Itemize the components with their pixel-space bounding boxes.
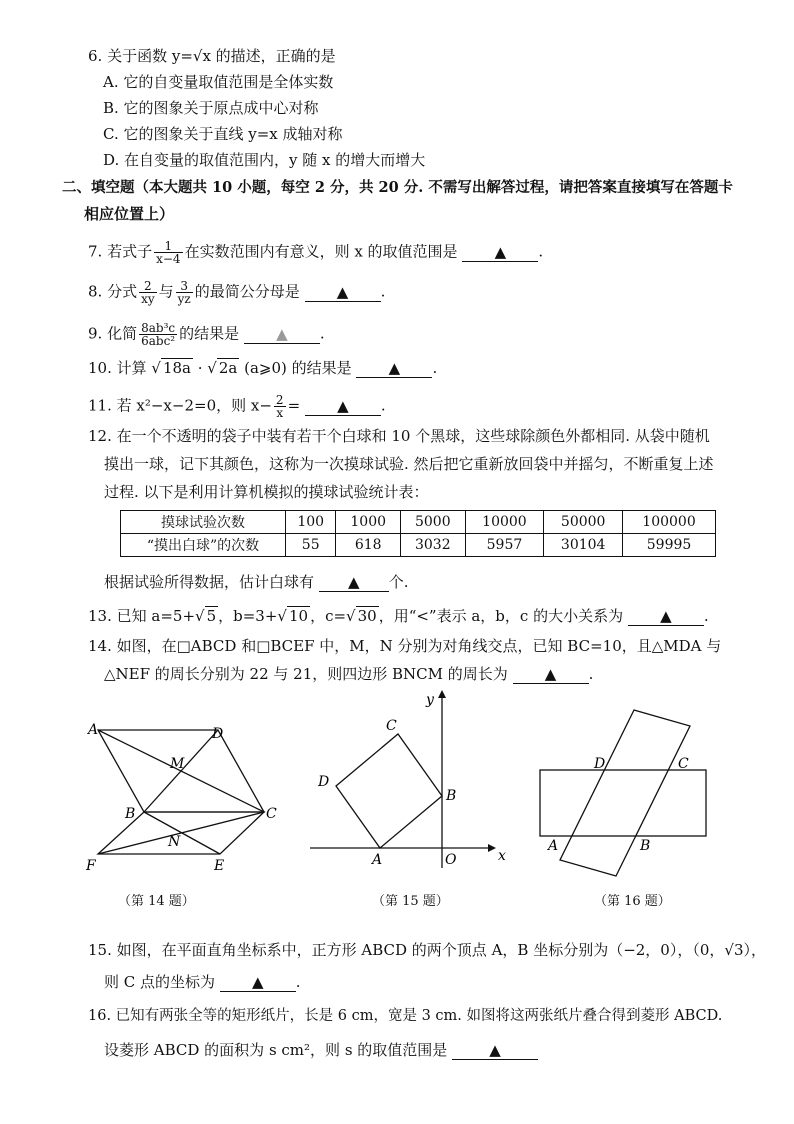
q6-option-d: D. 在自变量的取值范围内，y 随 x 的增大而增大	[103, 151, 426, 169]
q16-line2-text: 设菱形 ABCD 的面积为 s cm²，则 s 的取值范围是	[104, 1041, 448, 1059]
q11-end: .	[380, 396, 386, 415]
q13-c: ，c=√	[310, 607, 356, 625]
label-c: C	[266, 806, 277, 822]
label-a: A	[548, 838, 559, 854]
q12-ask	[104, 572, 409, 592]
table-cell: 10000	[465, 511, 544, 534]
table-row	[121, 534, 716, 557]
q14-line1: 14. 如图，在□ABCD 和□BCEF 中，M，N 分别为对角线交点，已知 BC=10，且△MDA 与	[88, 637, 722, 655]
label-b: B	[125, 806, 136, 822]
section2-heading-cont: 相应位置上）	[84, 205, 175, 223]
q9	[88, 322, 325, 347]
table-cell: 摸球试验次数	[121, 511, 286, 534]
label-m: M	[170, 756, 185, 772]
q11	[88, 394, 386, 419]
label-y: y	[426, 692, 434, 708]
q12-table	[120, 510, 716, 557]
q11-den: x	[276, 406, 284, 420]
table-cell: 618	[336, 534, 401, 557]
q9-mark: ▲	[276, 324, 288, 343]
diagonal-cf	[98, 812, 264, 854]
q16-line1: 16. 已知有两张全等的矩形纸片，长是 6 cm，宽是 3 cm. 如图将这两张纸片叠合得到菱形 ABCD.	[88, 1008, 723, 1024]
table-cell: 55	[286, 534, 336, 557]
table-cell: 3032	[401, 534, 466, 557]
label-d: D	[318, 774, 330, 790]
q8-den1: xy	[141, 292, 155, 306]
q10-mark: ▲	[388, 359, 401, 377]
q13-mark: ▲	[660, 607, 672, 625]
q13-b: ，b=3+√	[218, 607, 287, 625]
q10-end: .	[432, 359, 438, 377]
q10	[88, 358, 437, 378]
label-c: C	[678, 756, 689, 772]
q15-mark: ▲	[252, 973, 264, 991]
q8-pre: 8. 分式	[88, 282, 138, 301]
q12-ask-post: 个.	[388, 573, 409, 591]
q9-answer-blank[interactable]	[244, 325, 320, 344]
q8-fraction-1	[139, 280, 157, 305]
q8	[88, 280, 385, 305]
q8-fraction-2	[176, 280, 193, 305]
q13-pre: 13. 已知 a=5+√	[88, 607, 205, 625]
q10-radicand-2: 2a	[218, 359, 238, 377]
q14-end: .	[588, 665, 594, 683]
q13	[88, 606, 709, 626]
caption-fig16: （第 16 题）	[594, 894, 671, 909]
q16-answer-blank[interactable]	[452, 1041, 538, 1060]
label-a: A	[372, 852, 383, 868]
q11-fraction	[274, 394, 286, 419]
q7-end: .	[538, 242, 544, 261]
q12-answer-blank[interactable]	[319, 573, 389, 592]
q9-end: .	[319, 324, 325, 343]
label-f: F	[86, 858, 96, 874]
q7-den: x−4	[156, 252, 181, 266]
q8-num2: 3	[176, 280, 193, 293]
label-d: D	[594, 756, 606, 772]
label-b: B	[640, 838, 651, 854]
q12-ask-pre: 根据试验所得数据，估计白球有	[104, 573, 315, 591]
q14-answer-blank[interactable]	[513, 665, 589, 684]
caption-fig15: （第 15 题）	[372, 894, 449, 909]
q7-fraction	[154, 240, 182, 265]
q7-num: 1	[154, 240, 182, 253]
q13-post: ，用“<”表示 a，b，c 的大小关系为	[378, 607, 624, 625]
table-cell: 50000	[544, 511, 623, 534]
q15-line1: 15. 如图，在平面直角坐标系中，正方形 ABCD 的两个顶点 A，B 坐标分别为（−2，0），（0，√3），	[88, 941, 766, 959]
label-n: N	[168, 834, 181, 850]
q12-line1: 12. 在一个不透明的袋子中装有若干个白球和 10 个黑球，这些球除颜色外都相同. 从袋中随机	[88, 427, 710, 445]
q7-pre: 7. 若式子	[88, 242, 153, 261]
q8-num1: 2	[139, 280, 157, 293]
q11-num: 2	[275, 393, 284, 407]
x-axis-arrow	[488, 844, 496, 852]
table-cell: 1000	[336, 511, 401, 534]
q15-line2	[104, 972, 301, 992]
table-cell: 59995	[623, 534, 716, 557]
figure-16	[530, 700, 720, 885]
q12-line2: 摸出一球，记下其颜色，这称为一次摸球试验. 然后把它重新放回袋中并摇匀，不断重复上述	[104, 455, 714, 473]
label-e: E	[214, 858, 225, 874]
q15-answer-blank[interactable]	[220, 973, 296, 992]
q10-pre: 10. 计算 √	[88, 359, 161, 377]
q9-fraction	[139, 322, 177, 347]
y-axis-arrow	[438, 690, 446, 698]
table-row	[121, 511, 716, 534]
q6-stem: 6. 关于函数 y=√x 的描述，正确的是	[88, 47, 336, 65]
q14-line2-text: △NEF 的周长分别为 22 与 21，则四边形 BNCM 的周长为	[104, 665, 508, 683]
q16-mark: ▲	[489, 1041, 501, 1059]
q10-radicand-1: 18a	[162, 359, 191, 377]
q8-den2: yz	[177, 292, 191, 306]
table-cell: 100	[286, 511, 336, 534]
q10-answer-blank[interactable]	[356, 359, 432, 378]
q16-line2	[104, 1040, 538, 1060]
q9-den: 6abc²	[141, 334, 176, 348]
q10-dot: · √	[192, 359, 217, 377]
q11-mark: ▲	[337, 396, 349, 415]
q6-option-c: C. 它的图象关于直线 y=x 成轴对称	[103, 125, 343, 143]
label-c: C	[386, 718, 397, 734]
table-cell: 30104	[544, 534, 623, 557]
q14-line2	[104, 664, 593, 684]
q14-mark: ▲	[544, 665, 557, 683]
rectangle-tilted	[560, 710, 690, 876]
label-b: B	[446, 788, 457, 804]
q12-mark: ▲	[348, 573, 360, 591]
table-cell: “摸出白球”的次数	[121, 534, 286, 557]
q15-end: .	[295, 973, 301, 991]
caption-fig14: （第 14 题）	[118, 894, 195, 909]
table-cell: 100000	[623, 511, 716, 534]
q13-radicand-3: 30	[357, 607, 377, 625]
section2-heading: 二、填空题（本大题共 10 小题，每空 2 分，共 20 分. 不需写出解答过程，请把答案直接填写在答题卡	[62, 179, 733, 196]
q8-post: 的最简公分母是	[194, 282, 300, 301]
q13-end: .	[703, 607, 709, 625]
label-d: D	[212, 726, 224, 742]
q7-post: 在实数范围内有意义，则 x 的取值范围是	[184, 242, 458, 261]
q7-mark: ▲	[494, 242, 507, 261]
table-cell: 5957	[465, 534, 544, 557]
q10-post: (a⩾0) 的结果是	[239, 359, 352, 377]
square-abcd	[336, 734, 442, 848]
q8-answer-blank[interactable]	[305, 283, 381, 302]
q13-radicand-1: 5	[206, 607, 217, 625]
q8-mid: 与	[158, 282, 174, 301]
label-o: O	[445, 852, 457, 868]
q15-line2-text: 则 C 点的坐标为	[104, 973, 216, 991]
q11-pre: 11. 若 x²−x−2=0，则 x−	[88, 396, 272, 415]
q9-num: 8ab³c	[141, 321, 176, 335]
q9-post: 的结果是	[179, 324, 240, 343]
q6-option-b: B. 它的图象关于原点成中心对称	[103, 99, 319, 117]
q11-post: =	[287, 396, 301, 415]
label-x: x	[498, 848, 506, 864]
q7-answer-blank[interactable]	[462, 243, 538, 262]
q13-radicand-2: 10	[288, 607, 309, 625]
figure-15	[300, 690, 510, 875]
q7	[88, 240, 543, 265]
rectangle-horizontal	[540, 770, 706, 836]
q6-option-a: A. 它的自变量取值范围是全体实数	[103, 73, 334, 91]
q9-pre: 9. 化简	[88, 324, 138, 343]
q13-answer-blank[interactable]	[628, 607, 704, 626]
label-a: A	[88, 722, 99, 738]
figure-14	[80, 718, 280, 878]
q8-end: .	[380, 282, 386, 301]
q8-mark: ▲	[336, 282, 349, 301]
table-cell: 5000	[401, 511, 466, 534]
q12-line3: 过程. 以下是利用计算机模拟的摸球试验统计表：	[104, 483, 429, 501]
q11-answer-blank[interactable]	[305, 397, 381, 416]
